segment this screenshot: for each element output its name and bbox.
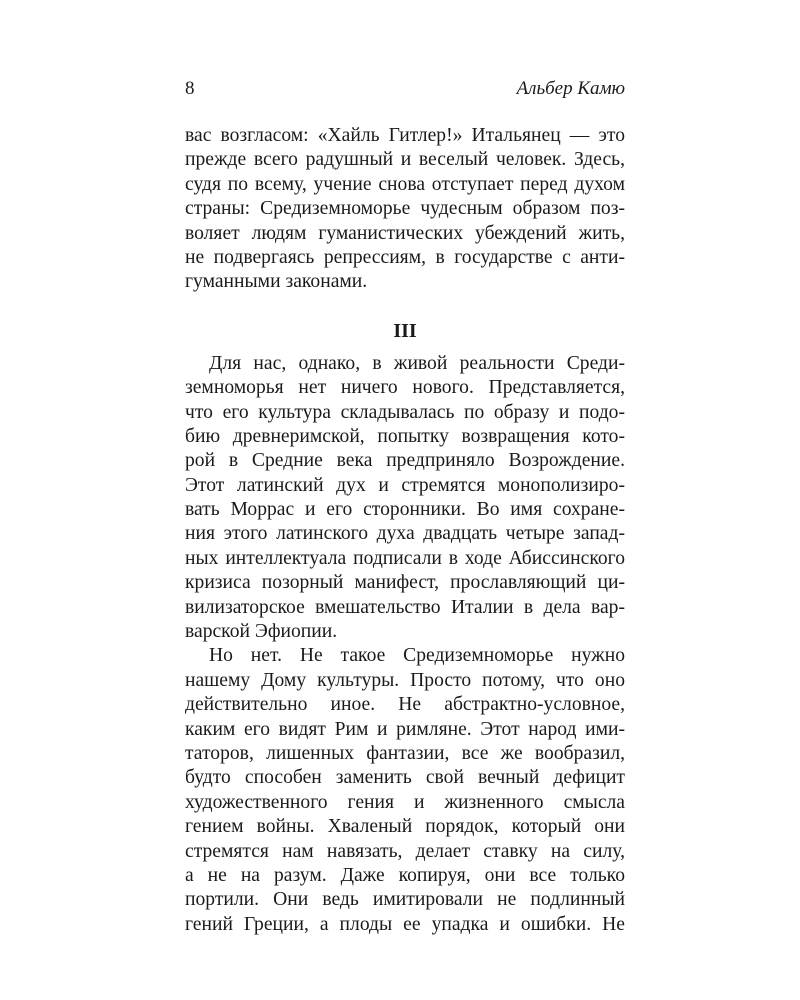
text-line: таторов, лишенных фантазии, все же вообразил,	[185, 742, 625, 764]
text-line: портили. Они ведь имитировали не подлинный	[185, 889, 625, 911]
text-line: художественного гения и жизненного смысла	[185, 791, 625, 813]
text-line: воляет людям гуманистических убеждений жить,	[185, 222, 625, 244]
running-head-author: Альбер Камю	[516, 78, 625, 99]
text-line: прежде всего радушный и веселый человек. Здесь,	[185, 149, 625, 171]
page-number: 8	[185, 78, 195, 99]
text-line: а не на разум. Даже копируя, они все только	[185, 864, 625, 886]
text-line: будто способен заменить свой вечный дефицит	[185, 767, 625, 789]
text-line: бию древнеримской, попытку возвращения кото-	[185, 425, 625, 447]
text-line: Этот латинский дух и стремятся монополизиро-	[185, 474, 625, 496]
book-page	[185, 78, 625, 937]
paragraph-1	[185, 352, 625, 645]
text-line: вилизаторское вмешательство Италии в дела вар-	[185, 596, 625, 618]
text-line: стремятся нам навязать, делает ставку на силу,	[185, 840, 625, 862]
paragraph-2	[185, 644, 625, 937]
text-line: варской Эфиопии.	[185, 621, 338, 643]
text-line: вать Моррас и его сторонники. Во имя сохране-	[185, 499, 625, 521]
text-line: нашему Дому культуры. Просто потому, что оно	[185, 669, 625, 691]
text-line: рой в Средние века предприняло Возрождение.	[185, 450, 625, 472]
text-line: судя по всему, учение снова отступает перед духом	[185, 173, 625, 195]
running-header	[185, 78, 625, 108]
text-line: действительно иное. Не абстрактно-условное,	[185, 694, 625, 716]
paragraph-intro	[185, 124, 625, 295]
text-line: не подвергаясь репрессиям, в государстве с анти-	[185, 246, 625, 268]
text-line: Для нас, однако, в живой реальности Среди-	[209, 352, 625, 374]
text-line: гений Греции, а плоды ее упадка и ошибки. Не	[185, 913, 625, 935]
body-text	[185, 124, 625, 937]
text-line: ния этого латинского духа двадцать четыре запад-	[185, 523, 625, 545]
text-line: что его культура складывалась по образу и подо-	[185, 401, 625, 423]
text-line: страны: Средиземноморье чудесным образом поз-	[185, 198, 625, 220]
text-line: гением войны. Хваленый порядок, который они	[185, 816, 625, 838]
text-line: каким его видят Рим и римляне. Этот народ ими-	[185, 718, 625, 740]
text-line: Но нет. Не такое Средиземноморье нужно	[209, 645, 625, 667]
text-line: гуманными законами.	[185, 271, 368, 293]
text-line: кризиса позорный манифест, прославляющий ци-	[185, 572, 625, 594]
text-line: вас возгласом: «Хайль Гитлер!» Итальянец — это	[185, 125, 625, 146]
text-line: земноморья нет ничего нового. Представляется,	[185, 377, 625, 399]
section-heading: III	[393, 319, 417, 342]
text-line: ных интеллектуала подписали в ходе Абиссинского	[185, 547, 625, 569]
